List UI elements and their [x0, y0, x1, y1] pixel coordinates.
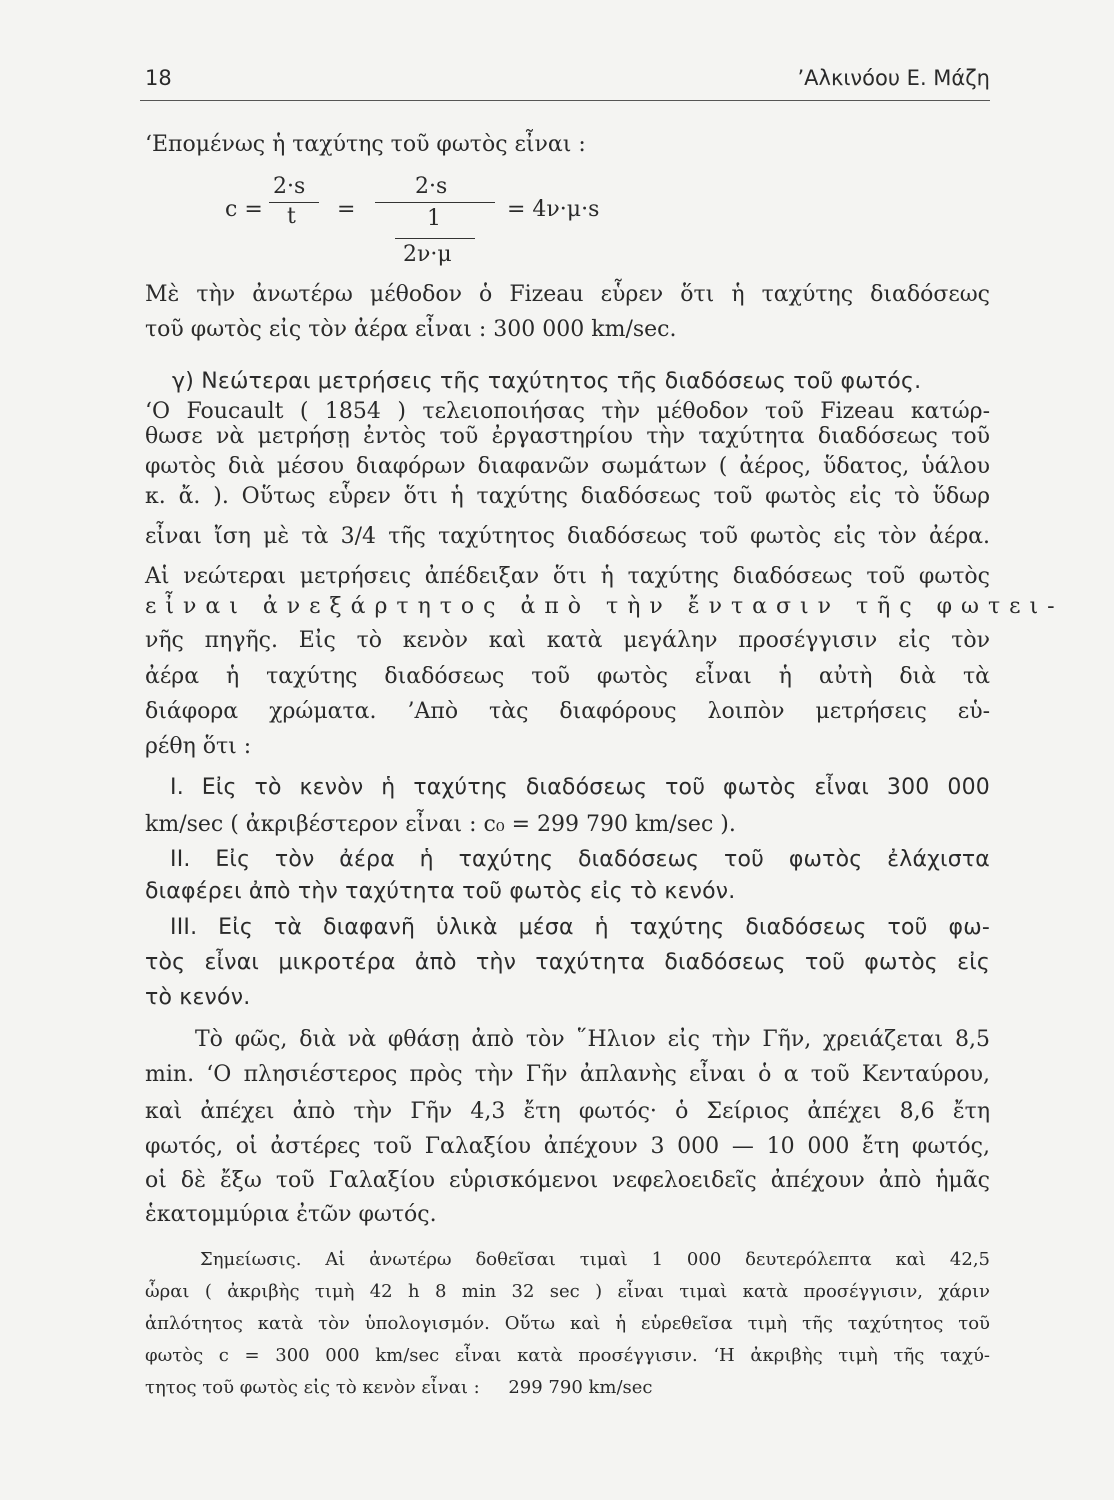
text-line: καὶ ἀπέχει ἀπὸ τὴν Γῆν 4,3 ἔτη φωτός· ὁ Σείριος ἀπέχει 8,6 ἔτη [145, 1099, 990, 1124]
text-line: Τὸ φῶς, διὰ νὰ φθάσῃ ἀπὸ τὸν ῞Ηλιον εἰς τὴν Γῆν, χρειάζεται 8,5 [195, 1027, 990, 1052]
fraction-bar-inner [395, 238, 475, 239]
text-line: διάφορα χρώματα. ’Απὸ τὰς διαφόρους λοιπὸν μετρήσεις εὑ- [145, 699, 990, 724]
text-line: φωτός, οἱ ἀστέρες τοῦ Γαλαξίου ἀπέχουν 3 000 — 10 000 ἔτη φωτός, [145, 1134, 990, 1159]
text-line: φωτὸς διὰ μέσου διαφόρων διαφανῶν σωμάτων ( ἀέρος, ὕδατος, ὑάλου [145, 454, 990, 479]
formula-num1: 2·s [273, 174, 306, 199]
text-line: τοῦ φωτὸς εἰς τὸν ἀέρα εἶναι : 300 000 km/sec. [145, 317, 677, 342]
footnote-line: Σημείωσις. Αἱ ἀνωτέρω δοθεῖσαι τιμαὶ 1 000 δευτερόλεπτα καὶ 42,5 [200, 1249, 990, 1270]
result-item-3: III. Εἰς τὰ διαφανῆ ὑλικὰ μέσα ἡ ταχύτης διαδόσεως τοῦ φω- [170, 915, 990, 940]
page-header [145, 66, 990, 96]
text-line: εἶναι ἴση μὲ τὰ 3/4 τῆς ταχύτητος διαδόσεως τοῦ φωτὸς εἰς τὸν ἀέρα. [145, 524, 990, 549]
formula-num2: 2·s [415, 174, 448, 199]
formula-equals-2: = [337, 197, 356, 222]
result-item-1-cont: km/sec ( ἀκριβέστερον εἶναι : c₀ = 299 790 km/sec ). [145, 812, 736, 837]
footnote-line: τητος τοῦ φωτὸς εἰς τὸ κενὸν εἶναι : 299 790 km/sec [145, 1377, 653, 1398]
speed-of-light-formula [225, 168, 825, 278]
text-line: οἱ δὲ ἔξω τοῦ Γαλαξίου εὑρισκόμενοι νεφελοειδεῖς ἀπέχουν ἀπὸ ἡμᾶς [145, 1168, 990, 1193]
footnote-line: ἁπλότητος κατὰ τὸν ὑπολογισμόν. Οὕτω καὶ ἡ εὑρεθεῖσα τιμὴ τῆς ταχύτητος τοῦ [145, 1313, 990, 1334]
result-item-3-end: τὸ κενόν. [145, 985, 251, 1010]
formula-c-equals: c = [225, 197, 263, 222]
result-item-2: II. Εἰς τὸν ἀέρα ἡ ταχύτης διαδόσεως τοῦ φωτὸς ἐλάχιστα [170, 847, 990, 872]
result-item-2-cont: διαφέρει ἀπὸ τὴν ταχύτητα τοῦ φωτὸς εἰς τὸ κενόν. [145, 879, 736, 904]
running-head-author: ’Αλκινόου Ε. Μάζη [797, 66, 990, 90]
text-line: εἶναι ἀνεξάρτητος ἀπὸ τὴν ἔντασιν τῆς φωτει- [145, 594, 1064, 619]
formula-result: = 4ν·μ·s [507, 197, 600, 222]
text-line: Μὲ τὴν ἀνωτέρω μέθοδον ὁ Fizeau εὗρεν ὅτι ἡ ταχύτης διαδόσεως [145, 282, 990, 307]
section-heading: γ) Νεώτεραι μετρήσεις τῆς ταχύτητος τῆς διαδόσεως τοῦ φωτός. [172, 369, 922, 394]
text-line: ἑκατομμύρια ἐτῶν φωτός. [145, 1202, 437, 1227]
text-line: θωσε νὰ μετρήσῃ ἐντὸς τοῦ ἐργαστηρίου τὴν ταχύτητα διαδόσεως τοῦ [145, 424, 990, 449]
formula-inner-den: 2ν·μ [403, 242, 452, 267]
formula-inner-num: 1 [427, 206, 441, 231]
text-line: ἀέρα ἡ ταχύτης διαδόσεως τοῦ φωτὸς εἶναι ἡ αὐτὴ διὰ τὰ [145, 664, 990, 689]
fraction-bar-1 [269, 202, 319, 203]
footnote-line: φωτὸς c = 300 000 km/sec εἶναι κατὰ προσέγγισιν. ‘Η ἀκριβὴς τιμὴ τῆς ταχύ- [145, 1345, 990, 1366]
intro-line: ‘Επομένως ἡ ταχύτης τοῦ φωτὸς εἶναι : [145, 132, 586, 157]
text-line: ‘Ο Foucault ( 1854 ) τελειοποιήσας τὴν μέθοδον τοῦ Fizeau κατώρ- [145, 399, 990, 424]
formula-den1: t [287, 204, 296, 229]
text-line: Αἱ νεώτεραι μετρήσεις ἀπέδειξαν ὅτι ἡ ταχύτης διαδόσεως τοῦ φωτὸς [145, 564, 990, 589]
text-line: min. ‘Ο πλησιέστερος πρὸς τὴν Γῆν ἀπλανὴς εἶναι ὁ α τοῦ Κενταύρου, [145, 1062, 990, 1087]
header-rule [140, 100, 990, 101]
result-item-1: I. Εἰς τὸ κενὸν ἡ ταχύτης διαδόσεως τοῦ φωτὸς εἶναι 300 000 [170, 775, 990, 800]
fraction-bar-2 [375, 202, 495, 203]
footnote-line: ὧραι ( ἀκριβὴς τιμὴ 42 h 8 min 32 sec ) εἶναι τιμαὶ κατὰ προσέγγισιν, χάριν [145, 1281, 990, 1302]
result-item-3-cont: τὸς εἶναι μικροτέρα ἀπὸ τὴν ταχύτητα διαδόσεως τοῦ φωτὸς εἰς [145, 950, 990, 975]
text-line: νῆς πηγῆς. Εἰς τὸ κενὸν καὶ κατὰ μεγάλην προσέγγισιν εἰς τὸν [145, 628, 990, 653]
page-number: 18 [145, 66, 172, 90]
text-line: κ. ἄ. ). Οὕτως εὗρεν ὅτι ἡ ταχύτης διαδόσεως τοῦ φωτὸς εἰς τὸ ὕδωρ [145, 484, 990, 509]
text-line: ρέθη ὅτι : [145, 734, 252, 759]
